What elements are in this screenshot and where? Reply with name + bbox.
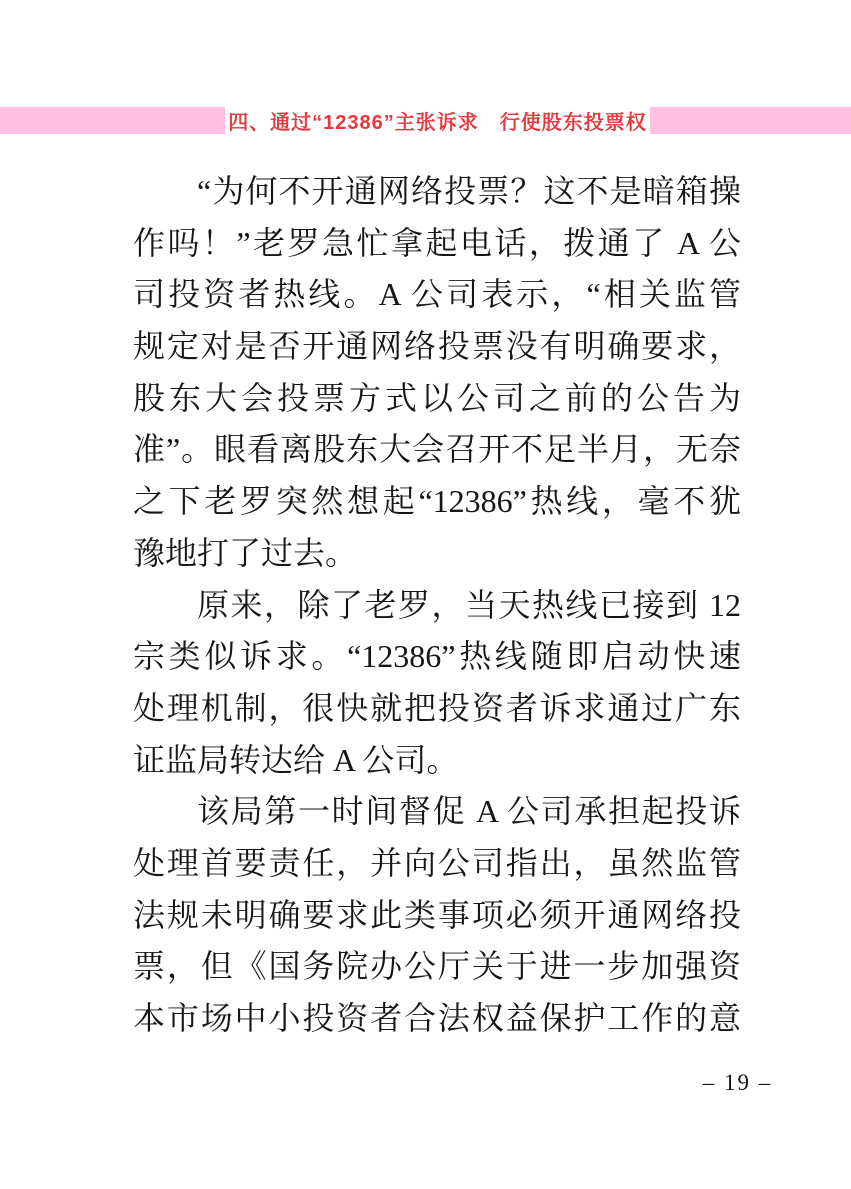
- text-line: 股东大会投票方式以公司之前的公告为: [133, 379, 741, 416]
- text-line: 处理首要责任，并向公司指出，虽然监管: [133, 844, 741, 881]
- header-decorative-bar-left: [0, 107, 225, 134]
- text-line: 豫地打了过去。: [133, 534, 358, 571]
- chapter-header: [0, 107, 851, 134]
- text-line: 证监局转达给 A 公司。: [133, 741, 459, 778]
- text-line: 票，但《国务院办公厅关于进一步加强资: [133, 948, 741, 985]
- text-line: 该局第一时间督促 A 公司承担起投诉: [197, 793, 741, 830]
- body-text: [133, 166, 741, 1045]
- text-line: 作吗！”老罗急忙拿起电话，拨通了 A 公: [133, 224, 741, 261]
- text-line: 本市场中小投资者合法权益保护工作的意: [133, 1000, 741, 1036]
- text-line: 规定对是否开通网络投票没有明确要求，: [133, 328, 741, 365]
- page-number: – 19 –: [702, 1070, 773, 1095]
- header-decorative-bar-right: [650, 107, 851, 134]
- text-line: 之下老罗突然想起“12386”热线，毫不犹: [133, 483, 741, 520]
- text-line: 原来，除了老罗，当天热线已接到 12: [197, 586, 741, 623]
- text-line: 准”。眼看离股东大会召开不足半月，无奈: [133, 431, 741, 468]
- text-line: “为何不开通网络投票？这不是暗箱操: [197, 173, 741, 209]
- text-line: 司投资者热线。A 公司表示，“相关监管: [133, 276, 741, 313]
- text-line: 处理机制，很快就把投资者诉求通过广东: [133, 689, 741, 726]
- text-line: 宗类似诉求。“12386”热线随即启动快速: [133, 638, 741, 675]
- text-line: 法规未明确要求此类事项必须开通网络投: [133, 896, 741, 933]
- chapter-title: 四、通过“12386”主张诉求 行使股东投票权: [228, 112, 647, 134]
